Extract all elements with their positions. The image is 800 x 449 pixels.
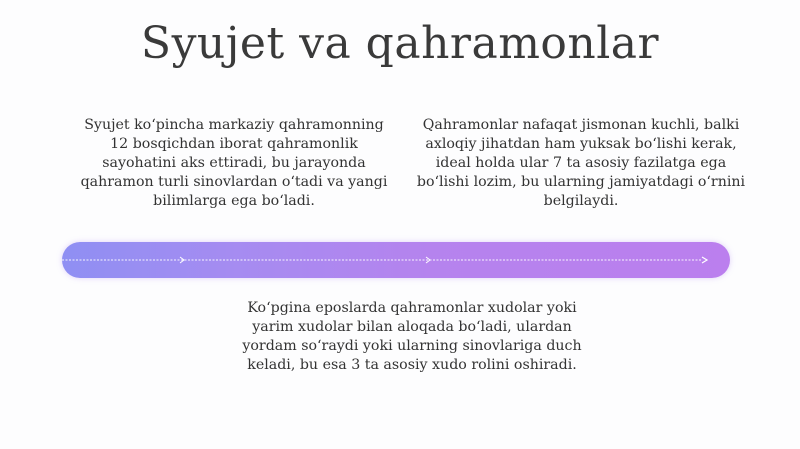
arrow-icon [180,257,184,263]
text-block-left: Syujet ko‘pincha markaziy qahramonning 12 bosqichdan iborat qahramonlik sayohatini aks ettiradi, bu jarayonda qahramon turli sinovlardan o‘tadi va yangi bilimlarga ega bo‘ladi. [80,117,388,209]
arrow-head-icon [702,257,707,263]
slide-title: Syujet va qahramonlar [140,18,660,69]
arrow-icon [426,257,430,263]
text-block-bottom: Ko‘pgina eposlarda qahramonlar xudolar yoki yarim xudolar bilan aloqada bo‘ladi, ulardan yordam so‘raydi yoki ularning sinovlariga duch keladi, bu esa 3 ta asosiy xudo rolini oshiradi. [242,300,582,373]
timeline-bar [62,242,730,278]
text-block-right: Qahramonlar nafaqat jismonan kuchli, balki axloqiy jihatdan ham yuksak bo‘lishi kerak, ideal holda ular 7 ta asosiy fazilatga ega bo‘lishi lozim, bu ularning jamiyatdagi o‘rnini belgilaydi. [416,117,746,209]
timeline-arrows [62,242,730,278]
